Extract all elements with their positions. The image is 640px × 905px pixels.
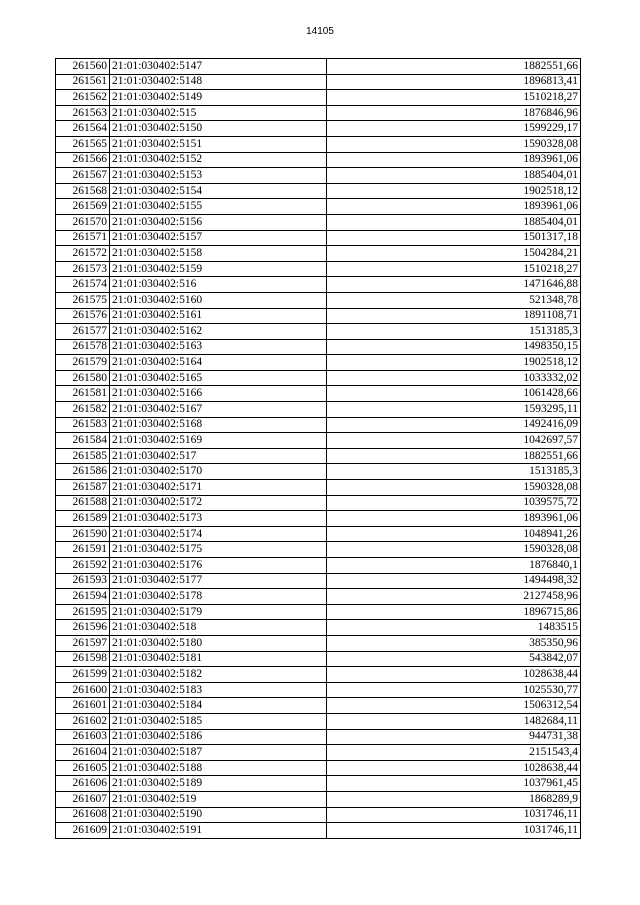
row-number-cell: 261569 — [56, 199, 110, 215]
row-number-cell: 261589 — [56, 511, 110, 527]
table-row — [56, 199, 581, 215]
value-cell: 1513185,3 — [327, 324, 581, 340]
table-row — [56, 277, 581, 293]
value-cell: 1031746,11 — [327, 807, 581, 823]
cadastral-number-cell: 21:01:030402:5189 — [110, 776, 327, 792]
value-cell: 2127458,96 — [327, 589, 581, 605]
table-row — [56, 370, 581, 386]
value-cell: 1048941,26 — [327, 526, 581, 542]
table-row — [56, 729, 581, 745]
cadastral-number-cell: 21:01:030402:5176 — [110, 558, 327, 574]
row-number-cell: 261606 — [56, 776, 110, 792]
row-number-cell: 261601 — [56, 698, 110, 714]
value-cell: 1028638,44 — [327, 760, 581, 776]
table-row — [56, 651, 581, 667]
table-row — [56, 261, 581, 277]
row-number-cell: 261576 — [56, 308, 110, 324]
cadastral-number-cell: 21:01:030402:517 — [110, 448, 327, 464]
row-number-cell: 261567 — [56, 168, 110, 184]
row-number-cell: 261562 — [56, 90, 110, 106]
cadastral-number-cell: 21:01:030402:5182 — [110, 667, 327, 683]
table-row — [56, 558, 581, 574]
table-row — [56, 74, 581, 90]
row-number-cell: 261590 — [56, 526, 110, 542]
cadastral-number-cell: 21:01:030402:5151 — [110, 136, 327, 152]
value-cell: 385350,96 — [327, 635, 581, 651]
table-row — [56, 59, 581, 75]
row-number-cell: 261564 — [56, 121, 110, 137]
value-cell: 1483515 — [327, 620, 581, 636]
value-cell: 1882551,66 — [327, 448, 581, 464]
row-number-cell: 261602 — [56, 713, 110, 729]
row-number-cell: 261594 — [56, 589, 110, 605]
value-cell: 2151543,4 — [327, 745, 581, 761]
value-cell: 1471646,88 — [327, 277, 581, 293]
page-number: 14105 — [306, 26, 334, 37]
row-number-cell: 261561 — [56, 74, 110, 90]
value-cell: 1590328,08 — [327, 480, 581, 496]
value-cell: 1885404,01 — [327, 168, 581, 184]
row-number-cell: 261607 — [56, 791, 110, 807]
table-row — [56, 417, 581, 433]
table-row — [56, 402, 581, 418]
value-cell: 1501317,18 — [327, 230, 581, 246]
row-number-cell: 261572 — [56, 246, 110, 262]
row-number-cell: 261565 — [56, 136, 110, 152]
value-cell: 1885404,01 — [327, 214, 581, 230]
value-cell: 1891108,71 — [327, 308, 581, 324]
row-number-cell: 261574 — [56, 277, 110, 293]
table-row — [56, 386, 581, 402]
registry-table-body — [56, 59, 581, 839]
row-number-cell: 261598 — [56, 651, 110, 667]
row-number-cell: 261604 — [56, 745, 110, 761]
row-number-cell: 261595 — [56, 604, 110, 620]
value-cell: 1482684,11 — [327, 713, 581, 729]
table-row — [56, 542, 581, 558]
value-cell: 1599229,17 — [327, 121, 581, 137]
table-row — [56, 526, 581, 542]
row-number-cell: 261579 — [56, 355, 110, 371]
value-cell: 1028638,44 — [327, 667, 581, 683]
cadastral-number-cell: 21:01:030402:5169 — [110, 433, 327, 449]
table-row — [56, 511, 581, 527]
value-cell: 1510218,27 — [327, 261, 581, 277]
value-cell: 1896813,41 — [327, 74, 581, 90]
cadastral-number-cell: 21:01:030402:5170 — [110, 464, 327, 480]
row-number-cell: 261581 — [56, 386, 110, 402]
table-row — [56, 682, 581, 698]
value-cell: 1031746,11 — [327, 823, 581, 839]
value-cell: 1504284,21 — [327, 246, 581, 262]
table-row — [56, 168, 581, 184]
row-number-cell: 261596 — [56, 620, 110, 636]
value-cell: 1042697,57 — [327, 433, 581, 449]
value-cell: 1510218,27 — [327, 90, 581, 106]
cadastral-number-cell: 21:01:030402:5160 — [110, 292, 327, 308]
value-cell: 1025530,77 — [327, 682, 581, 698]
table-row — [56, 448, 581, 464]
cadastral-number-cell: 21:01:030402:5156 — [110, 214, 327, 230]
row-number-cell: 261584 — [56, 433, 110, 449]
table-row — [56, 292, 581, 308]
table-row — [56, 339, 581, 355]
row-number-cell: 261600 — [56, 682, 110, 698]
table-row — [56, 495, 581, 511]
value-cell: 1902518,12 — [327, 183, 581, 199]
row-number-cell: 261578 — [56, 339, 110, 355]
cadastral-number-cell: 21:01:030402:5173 — [110, 511, 327, 527]
row-number-cell: 261599 — [56, 667, 110, 683]
value-cell: 1896715,86 — [327, 604, 581, 620]
cadastral-number-cell: 21:01:030402:5183 — [110, 682, 327, 698]
cadastral-number-cell: 21:01:030402:5171 — [110, 480, 327, 496]
table-row — [56, 324, 581, 340]
cadastral-number-cell: 21:01:030402:5185 — [110, 713, 327, 729]
row-number-cell: 261586 — [56, 464, 110, 480]
cadastral-number-cell: 21:01:030402:5190 — [110, 807, 327, 823]
cadastral-number-cell: 21:01:030402:5157 — [110, 230, 327, 246]
cadastral-number-cell: 21:01:030402:5158 — [110, 246, 327, 262]
table-row — [56, 480, 581, 496]
cadastral-number-cell: 21:01:030402:5155 — [110, 199, 327, 215]
table-row — [56, 823, 581, 839]
value-cell: 1590328,08 — [327, 136, 581, 152]
row-number-cell: 261588 — [56, 495, 110, 511]
row-number-cell: 261577 — [56, 324, 110, 340]
cadastral-number-cell: 21:01:030402:5167 — [110, 402, 327, 418]
table-row — [56, 183, 581, 199]
table-row — [56, 791, 581, 807]
table-row — [56, 745, 581, 761]
table-row — [56, 807, 581, 823]
table-row — [56, 105, 581, 121]
row-number-cell: 261592 — [56, 558, 110, 574]
cadastral-number-cell: 21:01:030402:5188 — [110, 760, 327, 776]
table-row — [56, 246, 581, 262]
row-number-cell: 261560 — [56, 59, 110, 75]
cadastral-number-cell: 21:01:030402:518 — [110, 620, 327, 636]
table-row — [56, 152, 581, 168]
table-row — [56, 635, 581, 651]
cadastral-number-cell: 21:01:030402:5184 — [110, 698, 327, 714]
row-number-cell: 261593 — [56, 573, 110, 589]
cadastral-number-cell: 21:01:030402:5153 — [110, 168, 327, 184]
value-cell: 1593295,11 — [327, 402, 581, 418]
row-number-cell: 261608 — [56, 807, 110, 823]
table-row — [56, 573, 581, 589]
table-row — [56, 776, 581, 792]
row-number-cell: 261566 — [56, 152, 110, 168]
row-number-cell: 261591 — [56, 542, 110, 558]
cadastral-number-cell: 21:01:030402:5172 — [110, 495, 327, 511]
row-number-cell: 261580 — [56, 370, 110, 386]
cadastral-number-cell: 21:01:030402:5191 — [110, 823, 327, 839]
value-cell: 1868289,9 — [327, 791, 581, 807]
cadastral-number-cell: 21:01:030402:5152 — [110, 152, 327, 168]
cadastral-number-cell: 21:01:030402:5180 — [110, 635, 327, 651]
row-number-cell: 261605 — [56, 760, 110, 776]
row-number-cell: 261597 — [56, 635, 110, 651]
value-cell: 543842,07 — [327, 651, 581, 667]
cadastral-number-cell: 21:01:030402:5181 — [110, 651, 327, 667]
value-cell: 1061428,66 — [327, 386, 581, 402]
row-number-cell: 261573 — [56, 261, 110, 277]
table-row — [56, 589, 581, 605]
value-cell: 1882551,66 — [327, 59, 581, 75]
table-row — [56, 433, 581, 449]
registry-table — [55, 58, 581, 839]
value-cell: 1033332,02 — [327, 370, 581, 386]
cadastral-number-cell: 21:01:030402:5166 — [110, 386, 327, 402]
table-row — [56, 121, 581, 137]
row-number-cell: 261585 — [56, 448, 110, 464]
cadastral-number-cell: 21:01:030402:5159 — [110, 261, 327, 277]
table-row — [56, 136, 581, 152]
cadastral-number-cell: 21:01:030402:5174 — [110, 526, 327, 542]
cadastral-number-cell: 21:01:030402:5161 — [110, 308, 327, 324]
cadastral-number-cell: 21:01:030402:5162 — [110, 324, 327, 340]
cadastral-number-cell: 21:01:030402:5187 — [110, 745, 327, 761]
cadastral-number-cell: 21:01:030402:5178 — [110, 589, 327, 605]
value-cell: 1876840,1 — [327, 558, 581, 574]
table-row — [56, 760, 581, 776]
cadastral-number-cell: 21:01:030402:5149 — [110, 90, 327, 106]
cadastral-number-cell: 21:01:030402:5165 — [110, 370, 327, 386]
row-number-cell: 261582 — [56, 402, 110, 418]
cadastral-number-cell: 21:01:030402:5164 — [110, 355, 327, 371]
table-row — [56, 620, 581, 636]
table-row — [56, 464, 581, 480]
cadastral-number-cell: 21:01:030402:519 — [110, 791, 327, 807]
cadastral-number-cell: 21:01:030402:515 — [110, 105, 327, 121]
value-cell: 944731,38 — [327, 729, 581, 745]
value-cell: 1513185,3 — [327, 464, 581, 480]
value-cell: 1902518,12 — [327, 355, 581, 371]
row-number-cell: 261603 — [56, 729, 110, 745]
value-cell: 1037961,45 — [327, 776, 581, 792]
value-cell: 1893961,06 — [327, 152, 581, 168]
cadastral-number-cell: 21:01:030402:516 — [110, 277, 327, 293]
cadastral-number-cell: 21:01:030402:5154 — [110, 183, 327, 199]
value-cell: 1876846,96 — [327, 105, 581, 121]
value-cell: 521348,78 — [327, 292, 581, 308]
row-number-cell: 261563 — [56, 105, 110, 121]
cadastral-number-cell: 21:01:030402:5147 — [110, 59, 327, 75]
row-number-cell: 261609 — [56, 823, 110, 839]
table-row — [56, 214, 581, 230]
cadastral-number-cell: 21:01:030402:5168 — [110, 417, 327, 433]
table-row — [56, 308, 581, 324]
table-row — [56, 713, 581, 729]
cadastral-number-cell: 21:01:030402:5177 — [110, 573, 327, 589]
cadastral-number-cell: 21:01:030402:5186 — [110, 729, 327, 745]
cadastral-number-cell: 21:01:030402:5163 — [110, 339, 327, 355]
cadastral-number-cell: 21:01:030402:5150 — [110, 121, 327, 137]
cadastral-number-cell: 21:01:030402:5179 — [110, 604, 327, 620]
table-row — [56, 667, 581, 683]
row-number-cell: 261583 — [56, 417, 110, 433]
value-cell: 1893961,06 — [327, 199, 581, 215]
table-row — [56, 698, 581, 714]
table-row — [56, 604, 581, 620]
table-row — [56, 230, 581, 246]
value-cell: 1498350,15 — [327, 339, 581, 355]
table-row — [56, 90, 581, 106]
row-number-cell: 261568 — [56, 183, 110, 199]
value-cell: 1494498,32 — [327, 573, 581, 589]
value-cell: 1039575,72 — [327, 495, 581, 511]
table-row — [56, 355, 581, 371]
row-number-cell: 261575 — [56, 292, 110, 308]
value-cell: 1492416,09 — [327, 417, 581, 433]
cadastral-number-cell: 21:01:030402:5175 — [110, 542, 327, 558]
value-cell: 1590328,08 — [327, 542, 581, 558]
row-number-cell: 261570 — [56, 214, 110, 230]
value-cell: 1893961,06 — [327, 511, 581, 527]
value-cell: 1506312,54 — [327, 698, 581, 714]
row-number-cell: 261571 — [56, 230, 110, 246]
cadastral-number-cell: 21:01:030402:5148 — [110, 74, 327, 90]
row-number-cell: 261587 — [56, 480, 110, 496]
